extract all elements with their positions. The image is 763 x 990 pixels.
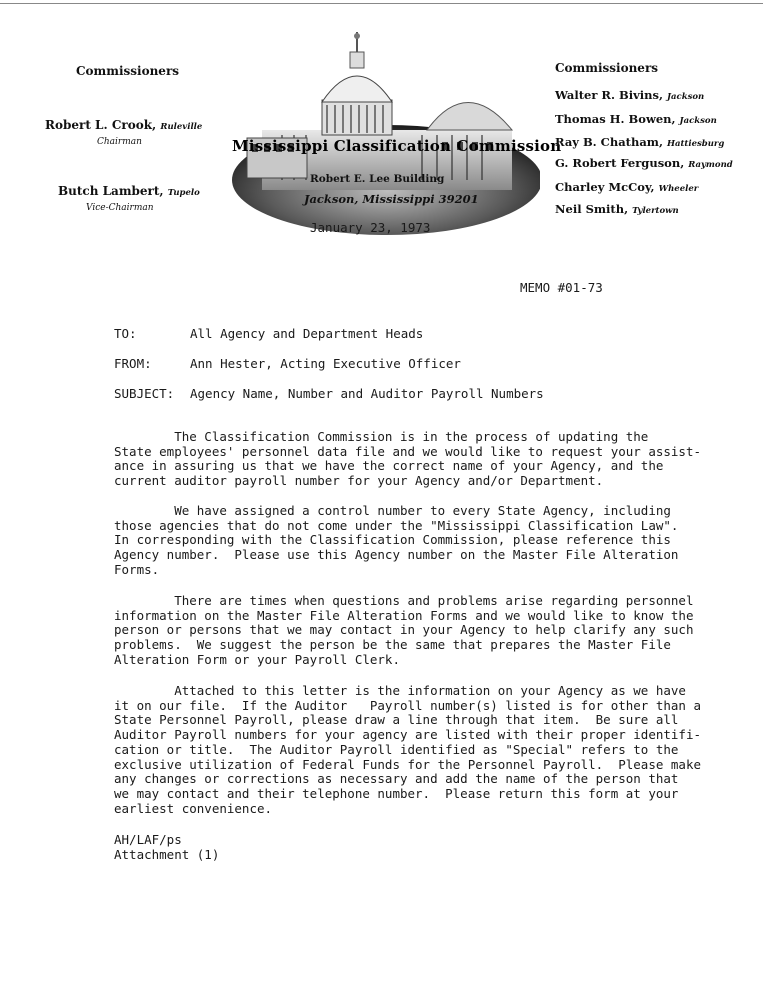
commissioner-name: Robert L. Crook, (45, 118, 157, 132)
commissioner-name: Walter R. Bivins, (555, 88, 663, 102)
commissioner-city: Jackson (667, 92, 705, 102)
commissioner-title: Chairman (97, 137, 142, 147)
seal-building-name: Robert E. Lee Building (310, 173, 445, 185)
commissioner-name: Thomas H. Bowen, (555, 112, 676, 126)
from-value: Ann Hester, Acting Executive Officer (190, 356, 461, 371)
commissioner-name: G. Robert Ferguson, (555, 156, 685, 170)
commissioner-city: Hattiesburg (666, 139, 725, 149)
scan-top-edge (0, 3, 763, 4)
commissioner-city: Tupelo (167, 188, 200, 198)
commissioner-title: Vice-Chairman (86, 203, 154, 213)
memo-number: MEMO #01-73 (520, 280, 603, 295)
to-label: TO: (114, 326, 137, 341)
commissioner-crook (45, 118, 202, 132)
body-paragraph-4: Attached to this letter is the information on your Agency as we have it on our file. If the Auditor Payroll number(s) listed is for other than a State Personnel Payroll, please draw a line through that item. Be sure all Auditor Payroll numbers for your agency are listed with their proper identifi- cation or title. The Auditor Payroll identified as "Special" refers to the exclusive utilization of Federal Funds for the Personnel Payroll. Please make any changes or corrections as necessary and add the name of the person that we may contact and their telephone number. Please return this form at your earliest convenience. (114, 683, 701, 816)
attachment-note: Attachment (1) (114, 847, 220, 862)
commissioner-smith (555, 202, 679, 216)
body-paragraph-3: There are times when questions and problems arise regarding personnel information on the Master File Alteration Forms and we would like to know the person or persons that we may contact in your Agency to help clarify any such problems. We suggest the person be the same that prepares the Master File Alteration Form or your Payroll Clerk. (114, 593, 694, 667)
commissioner-chatham (555, 135, 724, 149)
commissioner-lambert (58, 184, 200, 198)
from-label: FROM: (114, 356, 152, 371)
letterhead-seal (222, 30, 562, 240)
typist-initials: AH/LAF/ps (114, 832, 182, 847)
commissioner-bowen (555, 112, 717, 126)
subject-value: Agency Name, Number and Auditor Payroll Numbers (190, 386, 544, 401)
commissioner-name: Charley McCoy, (555, 180, 655, 194)
capitol-building-illustration (222, 30, 540, 240)
commissioner-name: Ray B. Chatham, (555, 135, 663, 149)
commissioner-name: Butch Lambert, (58, 184, 164, 198)
subject-label: SUBJECT: (114, 386, 175, 401)
commissioner-city: Ruleville (160, 122, 203, 132)
right-commissioners-heading: Commissioners (555, 61, 659, 75)
left-commissioners-heading: Commissioners (76, 64, 180, 78)
commissioner-name: Neil Smith, (555, 202, 629, 216)
commissioner-mccoy (555, 180, 698, 194)
seal-address: Jackson, Mississippi 39201 (304, 192, 479, 206)
body-paragraph-1: The Classification Commission is in the process of updating the State employees' personnel data file and we would like to request your assist- ance in assuring us that we have the correct name of your Agency, and the current auditor payroll number for your Agency and/or Department. (114, 429, 701, 489)
commissioner-ferguson (555, 156, 733, 170)
commissioner-city: Raymond (688, 160, 733, 170)
commissioner-city: Wheeler (658, 184, 699, 194)
seal-agency-name: Mississippi Classification Commission (232, 137, 562, 155)
to-value: All Agency and Department Heads (190, 326, 424, 341)
commissioner-city: Tylertown (632, 206, 679, 216)
commissioner-city: Jackson (679, 116, 717, 126)
commissioner-bivins (555, 88, 704, 102)
body-paragraph-2: We have assigned a control number to every State Agency, including those agencies that do not come under the "Mississippi Classification Law". In corresponding with the Classification Commission, please reference this Agency number. Please use this Agency number on the Master File Alteration Forms. (114, 503, 679, 577)
memo-date: January 23, 1973 (310, 220, 431, 235)
